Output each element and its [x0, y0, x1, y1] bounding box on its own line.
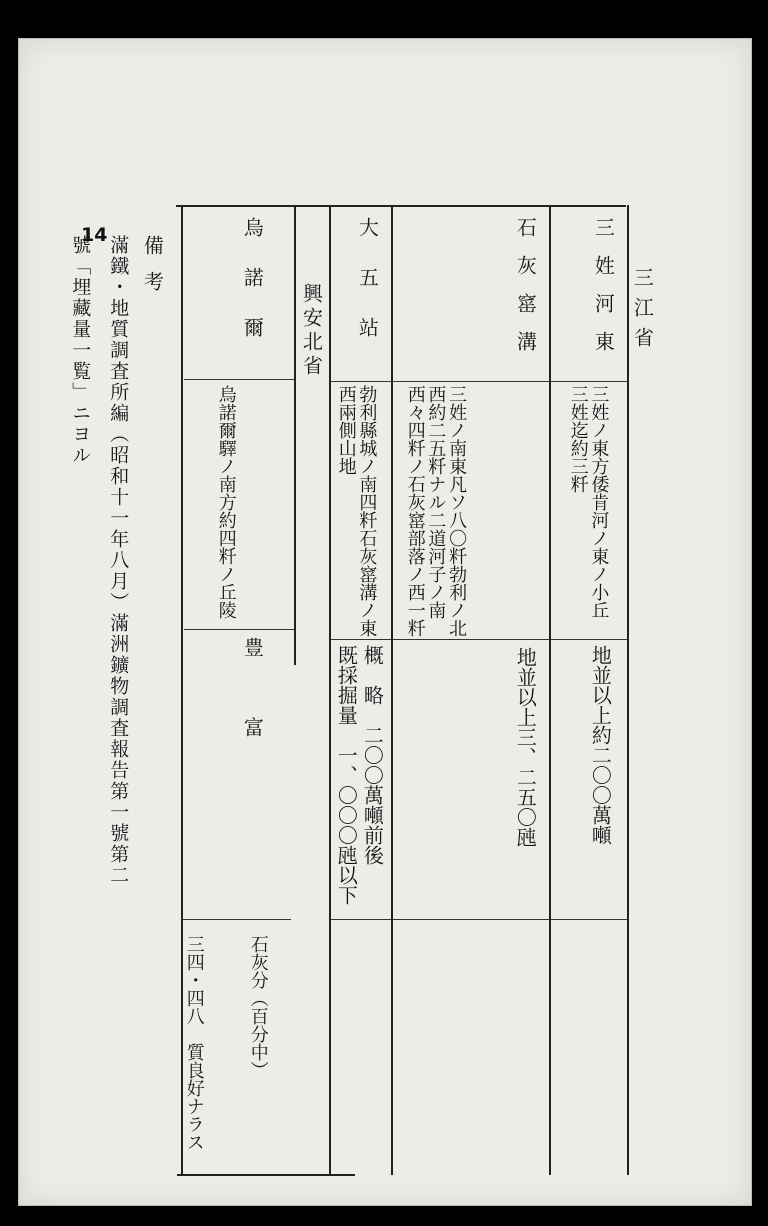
row-note-body-unor: 三四・四八 質良好ナラス — [183, 935, 205, 1151]
vline-daigo-right — [391, 205, 393, 1175]
table-top-rule — [176, 205, 626, 207]
vline-sec-left — [329, 205, 331, 1175]
row-name-daigotan: 大五站 — [355, 217, 380, 367]
row-note-heading-unor: 石灰分（百分中） — [247, 935, 269, 1079]
row-reserve-sanshi-kato: 地並以上約二〇〇萬噸 — [588, 645, 613, 845]
row-reserve-unor: 豊 富 — [240, 637, 265, 757]
row-location-daigotan: 勃利縣城ノ南四粁石灰窰溝ノ東西兩側山地 — [335, 385, 378, 637]
row-reserve-daigotan-2: 既採掘量 一、〇〇〇瓲以下 — [334, 645, 359, 905]
row-name-unor: 烏諾爾 — [240, 217, 265, 367]
row-location-unor: 烏諾爾驛ノ南方約四粁ノ丘陵 — [215, 385, 237, 619]
row-location-sekkaiyo: 三姓ノ南東凡ソ八〇粁勃利ノ北西約二五粁ナル二道河子ノ南西々四粁ノ石灰窰部落ノ西一粁 — [404, 385, 468, 637]
section-koan-hoku: 興安北省 — [299, 283, 324, 379]
document-page — [18, 38, 752, 1206]
reserve-rule-uno — [181, 919, 291, 920]
remarks-heading: 備考 — [140, 235, 165, 307]
header-rule-uno — [184, 379, 294, 380]
vline-sekkai-right — [549, 205, 551, 1175]
row-reserve-daigotan-1: 概 略 二〇〇萬噸前後 — [360, 645, 385, 865]
row-location-sanshi-kato: 三姓ノ東方倭肯河ノ東ノ小丘 三姓迄約三粁 — [567, 385, 610, 637]
row-name-sekkaiyo: 石灰窰溝 — [513, 217, 538, 369]
section-sanko: 三江省 — [630, 267, 655, 357]
row-reserve-sekkaiyo: 地並以上三、二五〇瓲 — [513, 647, 538, 847]
remarks-line-2: 號「埋藏量一覧」ニヨル — [69, 235, 92, 466]
reserve-rule-main — [329, 919, 629, 920]
header-rule-main — [329, 381, 629, 382]
remarks-line-1: 滿鐵・地質調査所編（昭和十一年八月）滿洲鑛物調査報告第一號第二 — [107, 235, 130, 886]
vline-uno-right — [294, 205, 296, 665]
location-rule-uno — [184, 629, 294, 630]
row-name-sanshi-kato: 三姓河東 — [591, 217, 616, 369]
page-number: 14 — [81, 224, 108, 246]
vline-sanshi-right — [627, 205, 629, 1175]
